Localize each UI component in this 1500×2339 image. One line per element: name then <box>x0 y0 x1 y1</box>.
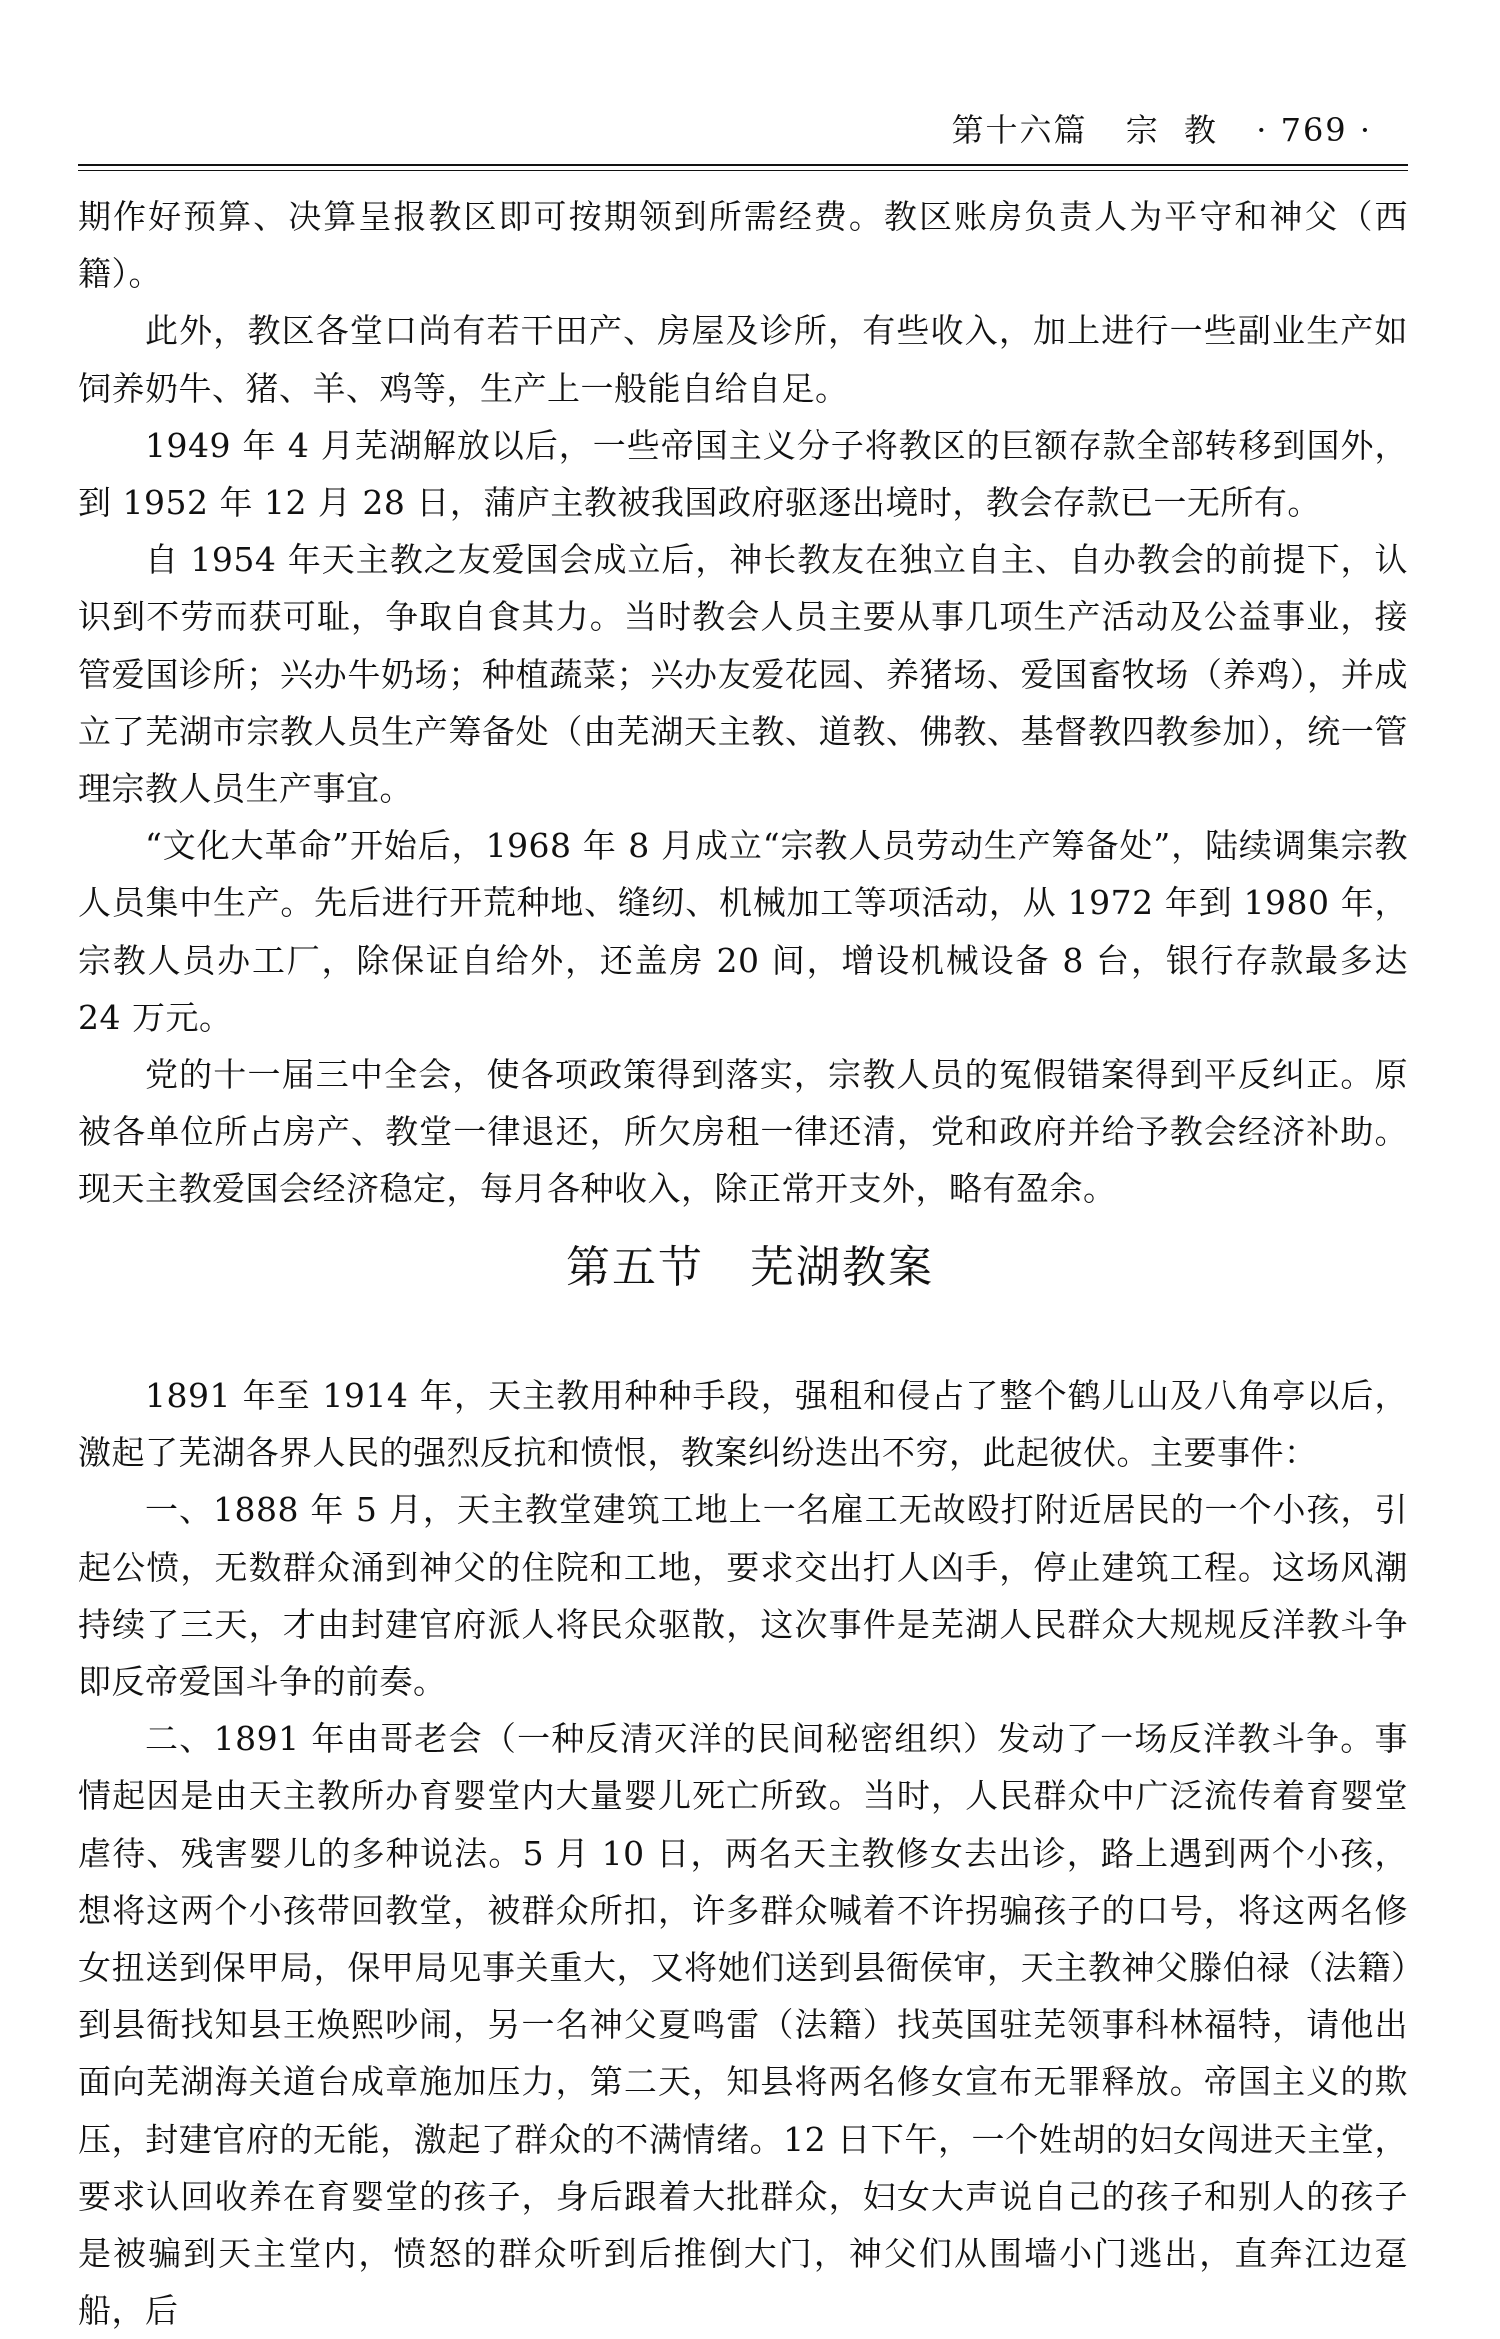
section-heading <box>0 1238 1500 1298</box>
paragraph: 1949 年 4 月芜湖解放以后，一些帝国主义分子将教区的巨额存款全部转移到国外，到 1952 年 12 月 28 日，蒲庐主教被我国政府驱逐出境时，教会存款已一无所有。 <box>78 425 1408 523</box>
header-chapter: 第十六篇 <box>951 111 1088 149</box>
paragraph: 二、1891 年由哥老会（一种反清灭洋的民间秘密组织）发动了一场反洋教斗争。事情起因是由天主教所办育婴堂内大量婴儿死亡所致。当时，人民群众中广泛流传着育婴堂虐待、残害婴儿的多种说法。5 月 10 日，两名天主教修女去出诊，路上遇到两个小孩，想将这两个小孩带回教堂，被群众所扣，许多群众喊着不许拐骗孩子的口号，将这两名修女扭送到保甲局，保甲局见事关重大，又将她们送到县衙侯审，天主教神父滕伯禄（法籍）到县衙找知县王焕熙吵闹，另一名神父夏鸣雷（法籍）找英国驻芜领事科林福特，请他出面向芜湖海关道台成章施加压力，第二天，知县将两名修女宣布无罪释放。帝国主义的欺压，封建官府的无能，激起了群众的不满情绪。12 日下午，一个姓胡的妇女闯进天主堂，要求认回收养在育婴堂的孩子，身后跟着大批群众，妇女大声说自己的孩子和别人的孩子是被骗到天主堂内，愤怒的群众听到后推倒大门，神父们从围墙小门逃出，直奔江边趸船，后 <box>78 1719 1408 2331</box>
section-title: 芜湖教案 <box>750 1242 934 1293</box>
paragraph: 一、1888 年 5 月，天主教堂建筑工地上一名雇工无故殴打附近居民的一个小孩，引起公愤，无数群众涌到神父的住院和工地，要求交出打人凶手，停止建筑工程。这场风潮持续了三天，才由封建官府派人将民众驱散，这次事件是芜湖人民群众大规规反洋教斗争即反帝爱国斗争的前奏。 <box>78 1490 1408 1702</box>
section-number: 第五节 <box>566 1242 704 1293</box>
page-number: · 769 · <box>1256 111 1372 149</box>
header-rule-thin <box>78 170 1408 171</box>
header-topic: 宗 教 <box>1125 111 1219 149</box>
body-text-top <box>78 188 1408 1218</box>
paragraph: 党的十一届三中全会，使各项政策得到落实，宗教人员的冤假错案得到平反纠正。原被各单位所占房产、教堂一律退还，所欠房租一律还清，党和政府并给予教会经济补助。现天主教爱国会经济稳定，每月各种收入，除正常开支外，略有盈余。 <box>78 1055 1408 1209</box>
paragraph: 自 1954 年天主教之友爱国会成立后，神长教友在独立自主、自办教会的前提下，认识到不劳而获可耻，争取自食其力。当时教会人员主要从事几项生产活动及公益事业，接管爱国诊所；兴办牛奶场；种植蔬菜；兴办友爱花园、养猪场、爱国畜牧场（养鸡），并成立了芜湖市宗教人员生产筹备处（由芜湖天主教、道教、佛教、基督教四教参加），统一管理宗教人员生产事宜。 <box>78 540 1408 809</box>
paragraph: 1891 年至 1914 年，天主教用种种手段，强租和侵占了整个鹤儿山及八角亭以后，激起了芜湖各界人民的强烈反抗和愤恨，教案纠纷迭出不穷，此起彼伏。主要事件： <box>78 1376 1408 1473</box>
paragraph: 此外，教区各堂口尚有若干田产、房屋及诊所，有些收入，加上进行一些副业生产如饲养奶牛、猪、羊、鸡等，生产上一般能自给自足。 <box>78 311 1408 408</box>
paragraph: “文化大革命”开始后，1968 年 8 月成立“宗教人员劳动生产筹备处”，陆续调集宗教人员集中生产。先后进行开荒种地、缝纫、机械加工等项活动，从 1972 年到 1980 年，宗教人员办工厂，除保证自给外，还盖房 20 间，增设机械设备 8 台，银行存款最多达 24 万元。 <box>78 826 1408 1037</box>
paragraph: 期作好预算、决算呈报教区即可按期领到所需经费。教区账房负责人为平守和神父（西籍）。 <box>78 197 1408 294</box>
header-rule-thick <box>78 164 1408 166</box>
running-header <box>0 108 1372 152</box>
body-text-bottom <box>78 1367 1408 2339</box>
